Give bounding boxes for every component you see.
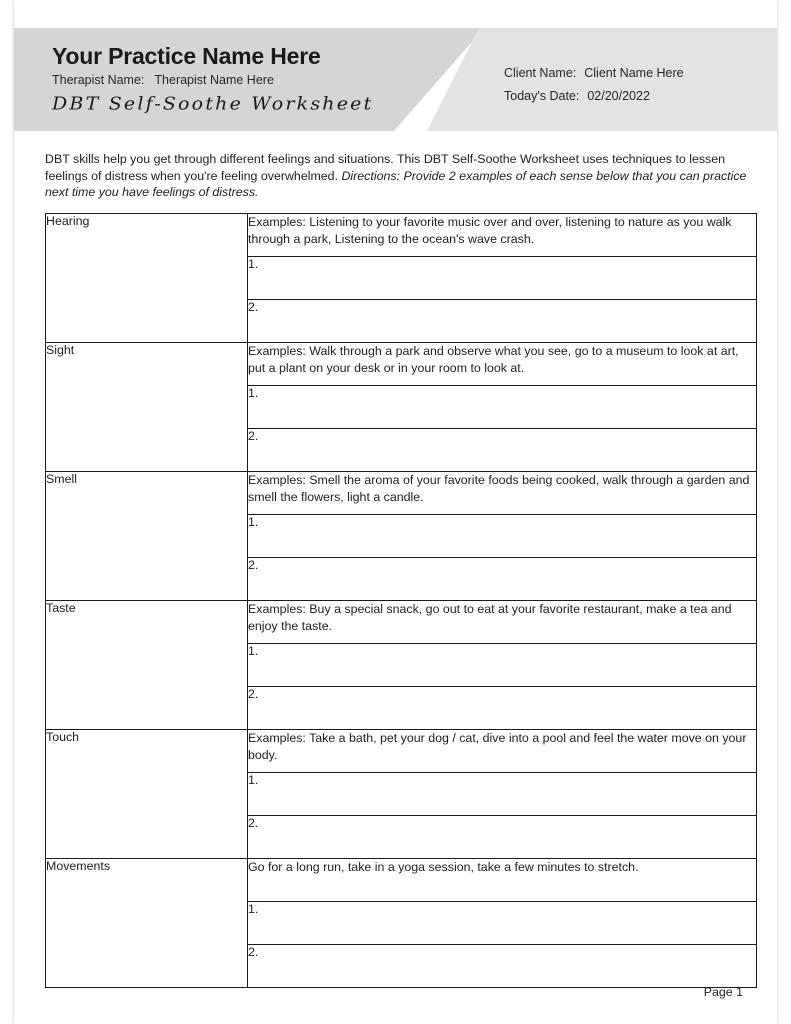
sense-label-cell: Hearing <box>46 214 248 343</box>
sense-examples-cell: Examples: Buy a special snack, go out to eat at your favorite restaurant, make a tea and enjoy the taste. <box>248 601 757 644</box>
todays-date-line <box>504 89 650 103</box>
sense-examples-cell: Go for a long run, take in a yoga session, take a few minutes to stretch. <box>248 859 757 902</box>
page-number: Page 1 <box>703 985 743 999</box>
table-row <box>46 214 757 257</box>
sense-label-cell: Sight <box>46 343 248 472</box>
sense-label-cell: Movements <box>46 859 248 988</box>
sense-answer-field-2[interactable]: 2. <box>248 945 757 988</box>
senses-table <box>45 213 757 988</box>
todays-date-label: Today's Date: <box>504 89 580 103</box>
table-row <box>46 343 757 386</box>
sense-answer-field-2[interactable]: 2. <box>248 816 757 859</box>
sense-answer-field-2[interactable]: 2. <box>248 429 757 472</box>
sense-label-cell: Smell <box>46 472 248 601</box>
sense-answer-field-2[interactable]: 2. <box>248 687 757 730</box>
sense-examples-cell: Examples: Walk through a park and observe what you see, go to a museum to look at art, put a plant on your desk or in your room to look at. <box>248 343 757 386</box>
sense-examples-cell: Examples: Take a bath, pet your dog / cat, dive into a pool and feel the water move on your body. <box>248 730 757 773</box>
table-row <box>46 601 757 644</box>
sense-examples-cell: Examples: Smell the aroma of your favorite foods being cooked, walk through a garden and smell the flowers, light a candle. <box>248 472 757 515</box>
senses-table-body <box>46 214 757 988</box>
sense-answer-field-2[interactable]: 2. <box>248 558 757 601</box>
client-name-line <box>504 66 684 80</box>
therapist-name-label: Therapist Name: <box>52 73 145 87</box>
sense-label-cell: Touch <box>46 730 248 859</box>
table-row <box>46 730 757 773</box>
sense-answer-field-1[interactable]: 1. <box>248 902 757 945</box>
intro-directions: Directions: Provide 2 examples of each sense below that you can practice next time you have feelings of distress. <box>45 168 747 199</box>
practice-name: Your Practice Name Here <box>52 43 321 69</box>
therapist-name-value: Therapist Name Here <box>154 73 274 87</box>
therapist-name-line <box>52 73 274 87</box>
client-name-label: Client Name: <box>504 66 577 80</box>
sense-label-cell: Taste <box>46 601 248 730</box>
client-name-value: Client Name Here <box>584 66 684 80</box>
sense-answer-field-1[interactable]: 1. <box>248 644 757 687</box>
worksheet-page <box>14 0 777 1024</box>
header-band <box>14 28 777 131</box>
sense-answer-field-1[interactable]: 1. <box>248 386 757 429</box>
sense-answer-field-2[interactable]: 2. <box>248 300 757 343</box>
sense-answer-field-1[interactable]: 1. <box>248 257 757 300</box>
intro-paragraph <box>45 151 750 201</box>
sense-answer-field-1[interactable]: 1. <box>248 515 757 558</box>
sense-answer-field-1[interactable]: 1. <box>248 773 757 816</box>
table-row <box>46 859 757 902</box>
intro-body: DBT skills help you get through different feelings and situations. This DBT Self-Soothe Worksheet uses techniques to lessen feelings of distress when you're feeling overwhelmed. <box>45 152 726 183</box>
worksheet-title: DBT Self-Soothe Worksheet <box>52 94 374 115</box>
sense-examples-cell: Examples: Listening to your favorite music over and over, listening to nature as you walk through a park, Listening to the ocean's wave crash. <box>248 214 757 257</box>
todays-date-value: 02/20/2022 <box>587 89 650 103</box>
table-row <box>46 472 757 515</box>
